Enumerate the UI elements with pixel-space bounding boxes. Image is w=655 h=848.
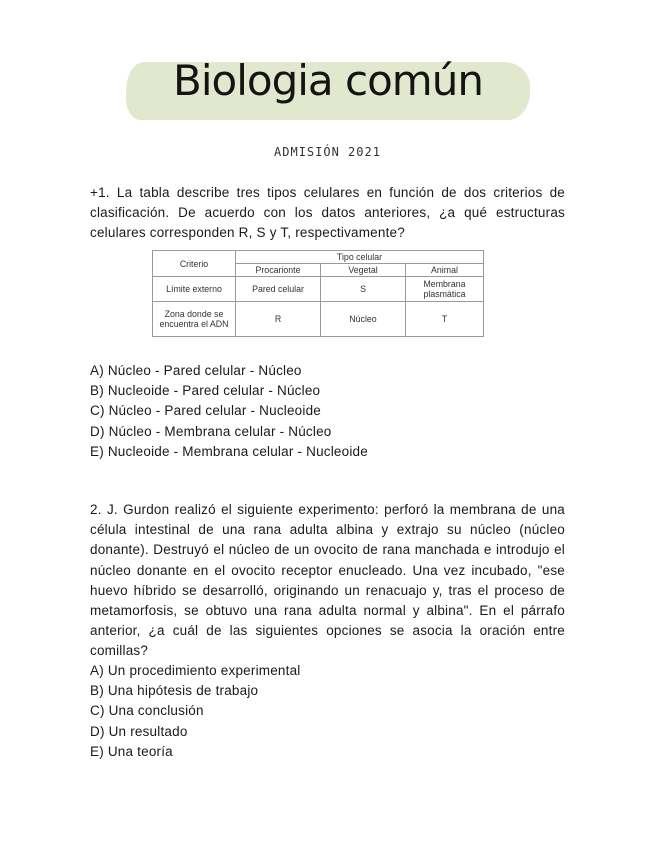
cell-types-table [152, 250, 484, 337]
table-header-row [153, 251, 484, 264]
page-title: Biologia común [173, 56, 483, 105]
title-banner [126, 48, 530, 124]
table-row [153, 302, 484, 337]
answer-option-c: C) Núcleo - Pared celular - Nucleoide [90, 403, 321, 419]
row-criterio: Límite externo [153, 277, 236, 302]
table-cell: Núcleo [321, 302, 406, 337]
answer-option-a: A) Núcleo - Pared celular - Núcleo [90, 363, 302, 378]
question-2-text: 2. J. Gurdon realizó el siguiente experimento: perforó la membrana de una célula intestinal de una rana adulta albina y extrajo su núcleo (núcleo donante). Destruyó el núcleo de un ovocito de rana manchada e introdujo el núcleo donante en el ovocito receptor enucleado. Una vez incubado, "ese huevo híbrido se desarrolló, originando un renacuajo y, tras el proceso de metamorfosis, se obtuvo una rana adulta normal y albina". En el párrafo anterior, ¿a cuál de las siguientes opciones se asocia la oración entre comillas? [90, 502, 565, 659]
criterio-header: Criterio [153, 251, 236, 277]
answer-option-e: E) Una teoría [90, 743, 173, 759]
answer-option-b: B) Una hipótesis de trabajo [90, 683, 259, 699]
column-header: Vegetal [321, 264, 406, 277]
table-cell: Membrana plasmática [406, 277, 484, 302]
answer-option-a: A) Un procedimiento experimental [90, 663, 301, 678]
table-cell: R [236, 302, 321, 337]
answer-option-c: C) Una conclusión [90, 703, 204, 719]
column-header: Animal [406, 264, 484, 277]
question-2-options [90, 661, 565, 762]
page-subtitle: ADMISIÓN 2021 [274, 145, 381, 159]
question-1-options [90, 361, 565, 462]
question-1-text: +1. La tabla describe tres tipos celulares en función de dos criterios de clasificación. De acuerdo con los datos anteriores, ¿a qué estructuras celulares corresponden R, S y T, respectivamente? [90, 185, 565, 241]
table-cell: Pared celular [236, 277, 321, 302]
table-row [153, 277, 484, 302]
tipo-celular-header: Tipo celular [236, 251, 484, 264]
answer-option-d: D) Núcleo - Membrana celular - Núcleo [90, 423, 332, 439]
table-cell: T [406, 302, 484, 337]
answer-option-e: E) Nucleoide - Membrana celular - Nucleoide [90, 443, 368, 459]
row-criterio: Zona donde se encuentra el ADN [153, 302, 236, 337]
table-cell: S [321, 277, 406, 302]
answer-option-b: B) Nucleoide - Pared celular - Núcleo [90, 383, 321, 399]
answer-option-d: D) Un resultado [90, 723, 188, 739]
column-header: Procarionte [236, 264, 321, 277]
